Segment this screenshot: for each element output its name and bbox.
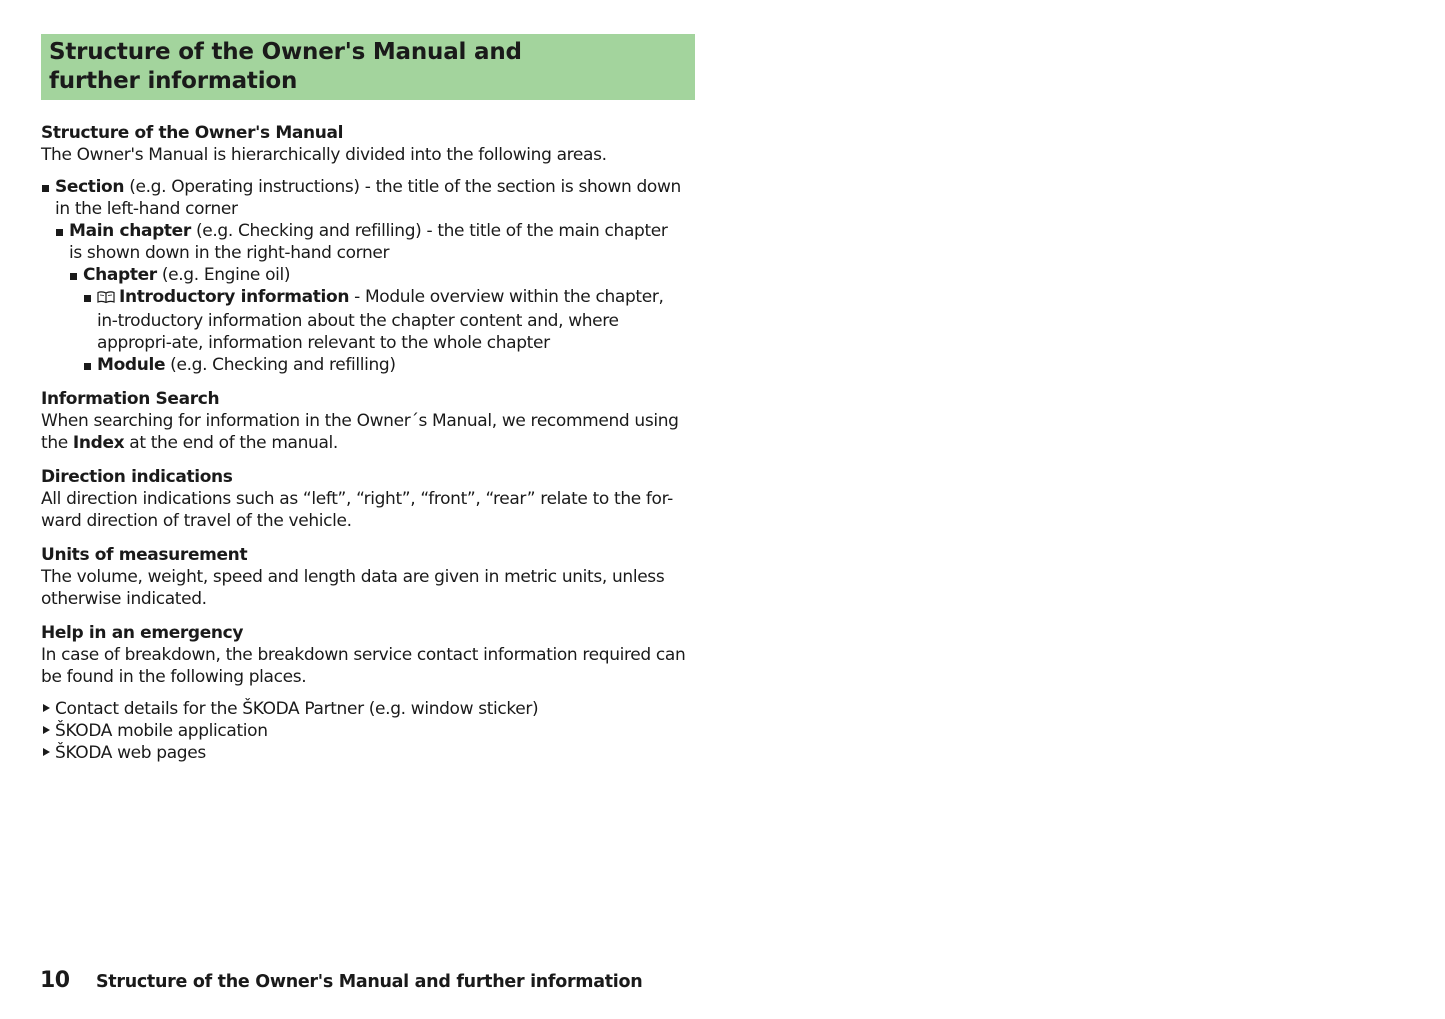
item-term: Section: [55, 177, 125, 197]
list-item-module: [41, 354, 697, 376]
item-term: Chapter: [83, 265, 157, 285]
arrow-right-icon: [43, 748, 50, 756]
bullet-square-icon: [84, 363, 91, 370]
page-title: Structure of the Owner's Manual and further information: [49, 39, 522, 94]
search-heading: Information Search: [41, 389, 220, 409]
item-term: Introductory information: [119, 287, 350, 307]
arrow-right-icon: [43, 704, 50, 712]
emergency-text: In case of breakdown, the breakdown service contact information required can be found in the following places.: [41, 645, 686, 687]
item-term: Module: [97, 355, 166, 375]
bullet-square-icon: [42, 185, 49, 192]
structure-heading: Structure of the Owner's Manual: [41, 123, 344, 143]
emergency-list: [41, 698, 697, 764]
footer-title: Structure of the Owner's Manual and further information: [96, 972, 643, 992]
list-item-section: [41, 176, 697, 220]
structure-list: [41, 176, 697, 376]
list-item: ŠKODA web pages: [41, 742, 697, 764]
directions-heading: Direction indications: [41, 467, 233, 487]
list-item-introductory-info: [41, 286, 689, 354]
list-item: Contact details for the ŠKODA Partner (e.g. window sticker): [41, 698, 697, 720]
item-desc: - Module overview within the chapter, in-troductory information about the chapter content and, where appropri-ate, information relevant to the whole chapter: [97, 287, 664, 353]
item-desc: (e.g. Operating instructions) - the title of the section is shown down in the left-hand corner: [55, 177, 681, 219]
units-text: The volume, weight, speed and length data are given in metric units, unless otherwise indicated.: [41, 567, 665, 609]
bullet-square-icon: [56, 229, 63, 236]
emergency-heading: Help in an emergency: [41, 623, 244, 643]
search-text: When searching for information in the Owner´s Manual, we recommend using the Index at the end of the manual.: [41, 411, 679, 453]
item-desc: (e.g. Checking and refilling): [165, 355, 396, 375]
directions-text: All direction indications such as “left”, “right”, “front”, “rear” relate to the for-ward direction of travel of the vehicle.: [41, 489, 673, 531]
page-footer: [40, 968, 642, 998]
structure-intro: The Owner's Manual is hierarchically divided into the following areas.: [41, 145, 607, 165]
bullet-square-icon: [70, 273, 77, 280]
list-item: ŠKODA mobile application: [41, 720, 697, 742]
units-heading: Units of measurement: [41, 545, 248, 565]
list-item-main-chapter: [41, 220, 681, 264]
item-desc: (e.g. Engine oil): [156, 265, 291, 285]
book-icon: [97, 288, 115, 310]
arrow-right-icon: [43, 726, 50, 734]
title-banner: [41, 34, 695, 100]
list-item-chapter: [41, 264, 697, 286]
page-number: 10: [40, 968, 70, 993]
main-content: [41, 122, 697, 764]
index-term: Index: [72, 433, 125, 453]
item-term: Main chapter: [69, 221, 191, 241]
bullet-square-icon: [84, 295, 91, 302]
item-desc: (e.g. Checking and refilling) - the title of the main chapter is shown down in the right-hand corner: [69, 221, 668, 263]
